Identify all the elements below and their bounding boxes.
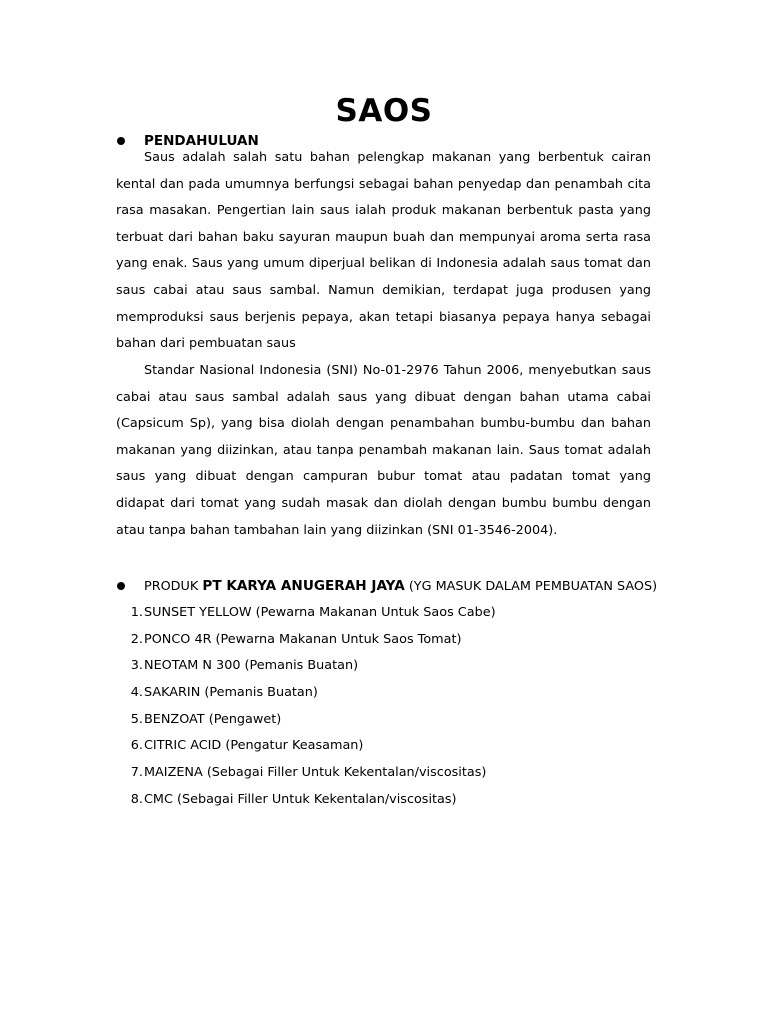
intro-heading: PENDAHULUAN	[144, 133, 259, 149]
list-item-text: NEOTAM N 300 (Pemanis Buatan)	[144, 658, 359, 674]
list-item-text: CITRIC ACID (Pengatur Keasaman)	[144, 738, 364, 754]
list-item-number: 4.	[130, 685, 143, 701]
list-item-text: PONCO 4R (Pewarna Makanan Untuk Saos Tomat)	[144, 631, 462, 647]
list-item	[116, 653, 496, 680]
list-item-text: MAIZENA (Sebagai Filler Untuk Kekentalan/viscositas)	[144, 765, 487, 781]
list-item-number: 6.	[130, 738, 143, 754]
list-item-text: BENZOAT (Pengawet)	[144, 711, 282, 727]
company-name: PT KARYA ANUGERAH JAYA	[202, 578, 405, 594]
intro-paragraph-2: Standar Nasional Indonesia (SNI) No-01-2976 Tahun 2006, menyebutkan saus cabai atau saus sambal adalah saus yang dibuat dengan bahan utama cabai (Capsicum Sp), yang bisa diolah dengan penambahan bumbu-bumbu dan bahan makanan yang diizinkan, atau tanpa penambah makanan lain. Saus tomat adalah saus yang dibuat dengan campuran bubur tomat atau padatan tomat yang didapat dari tomat yang sudah masak dan diolah dengan bumbu bumbu dengan atau tanpa bahan tambahan lain yang diizinkan (SNI 01-3546-2004).	[116, 363, 651, 538]
bullet-icon	[117, 582, 125, 590]
list-item-number: 7.	[130, 765, 143, 781]
list-item-text: SUNSET YELLOW (Pewarna Makanan Untuk Saos Cabe)	[144, 605, 496, 620]
list-item	[116, 627, 496, 654]
list-item	[116, 787, 496, 814]
products-heading-suffix: (YG MASUK DALAM PEMBUATAN SAOS)	[408, 579, 658, 594]
list-item-number: 5.	[130, 711, 143, 727]
list-item	[116, 680, 496, 707]
bullet-icon	[117, 137, 125, 145]
products-heading-prefix: PRODUK	[144, 579, 199, 594]
product-list	[116, 600, 496, 814]
intro-paragraph-1: Saus adalah salah satu bahan pelengkap makanan yang berbentuk cairan kental dan pada umumnya berfungsi sebagai bahan penyedap dan penambah cita rasa masakan. Pengertian lain saus ialah produk makanan berbentuk pasta yang terbuat dari bahan baku sayuran maupun buah dan mempunyai aroma serta rasa yang enak. Saus yang umum diperjual belikan di Indonesia adalah saus tomat dan saus cabai atau saus sambal. Namun demikian, terdapat juga produsen yang memproduksi saus berjenis pepaya, akan tetapi biasanya pepaya hanya sebagai bahan dari pembuatan saus	[116, 150, 651, 352]
document-title: SAOS	[335, 93, 433, 129]
list-item-number: 8.	[130, 791, 143, 807]
list-item-text: SAKARIN (Pemanis Buatan)	[144, 685, 318, 701]
list-item-text: CMC (Sebagai Filler Untuk Kekentalan/viscositas)	[144, 791, 457, 807]
list-item	[116, 733, 496, 760]
list-item	[116, 600, 496, 627]
list-item	[116, 707, 496, 734]
products-heading	[144, 576, 657, 597]
list-item-number: 2.	[130, 631, 143, 647]
list-item-number: 3.	[130, 658, 143, 674]
list-item-number: 1.	[130, 605, 143, 620]
list-item	[116, 760, 496, 787]
